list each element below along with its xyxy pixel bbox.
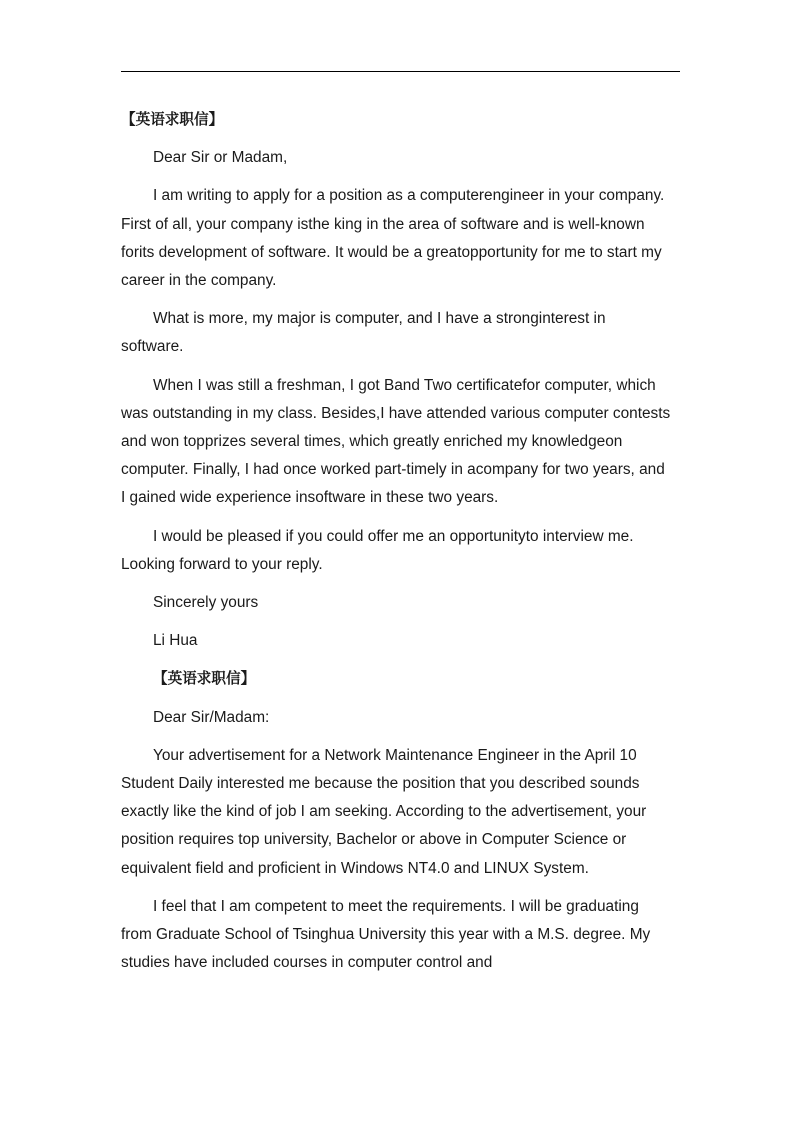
letter-1-paragraph-4: I would be pleased if you could offer me an opportunityto interview me. Looking forward to your reply.	[121, 527, 634, 573]
letter-1-heading: 【英语求职信】	[121, 111, 224, 128]
letter-2-salutation: Dear Sir/Madam:	[153, 708, 270, 726]
letter-2-heading: 【英语求职信】	[153, 670, 256, 688]
letter-2-paragraph-1: Your advertisement for a Network Maintenance Engineer in the April 10 Student Daily interested me because the position that you described sounds exactly like the kind of job I am seeking. According to the advertisement, your position requires top university, Bachelor or above in Computer Science or equivalent field and proficient in Windows NT4.0 and LINUX System.	[121, 746, 647, 877]
letter-2-paragraph-2: I feel that I am competent to meet the requirements. I will be graduating from Graduate School of Tsinghua University this year with a M.S. degree. My studies have included courses in computer control and	[121, 897, 651, 972]
header-rule	[121, 71, 680, 72]
letter-1-paragraph-2: What is more, my major is computer, and I have a stronginterest in software.	[121, 310, 606, 356]
letter-1-closing: Sincerely yours	[153, 594, 259, 612]
letter-1-signature: Li Hua	[153, 632, 198, 650]
document-body	[121, 106, 671, 987]
letter-1-salutation: Dear Sir or Madam,	[153, 149, 288, 167]
letter-1-paragraph-3: When I was still a freshman, I got Band Two certificatefor computer, which was outstanding in my class. Besides,I have attended various computer contests and won topprizes several times, which greatly enriched my knowledgeon computer. Finally, I had once worked part-timely in acompany for two years, and I gained wide experience insoftware in these two years.	[121, 376, 671, 507]
letter-1-paragraph-1: I am writing to apply for a position as a computerengineer in your company. First of all, your company isthe king in the area of software and is well-known forits development of software. It would be a greatopportunity for me to start my career in the company.	[121, 187, 665, 290]
